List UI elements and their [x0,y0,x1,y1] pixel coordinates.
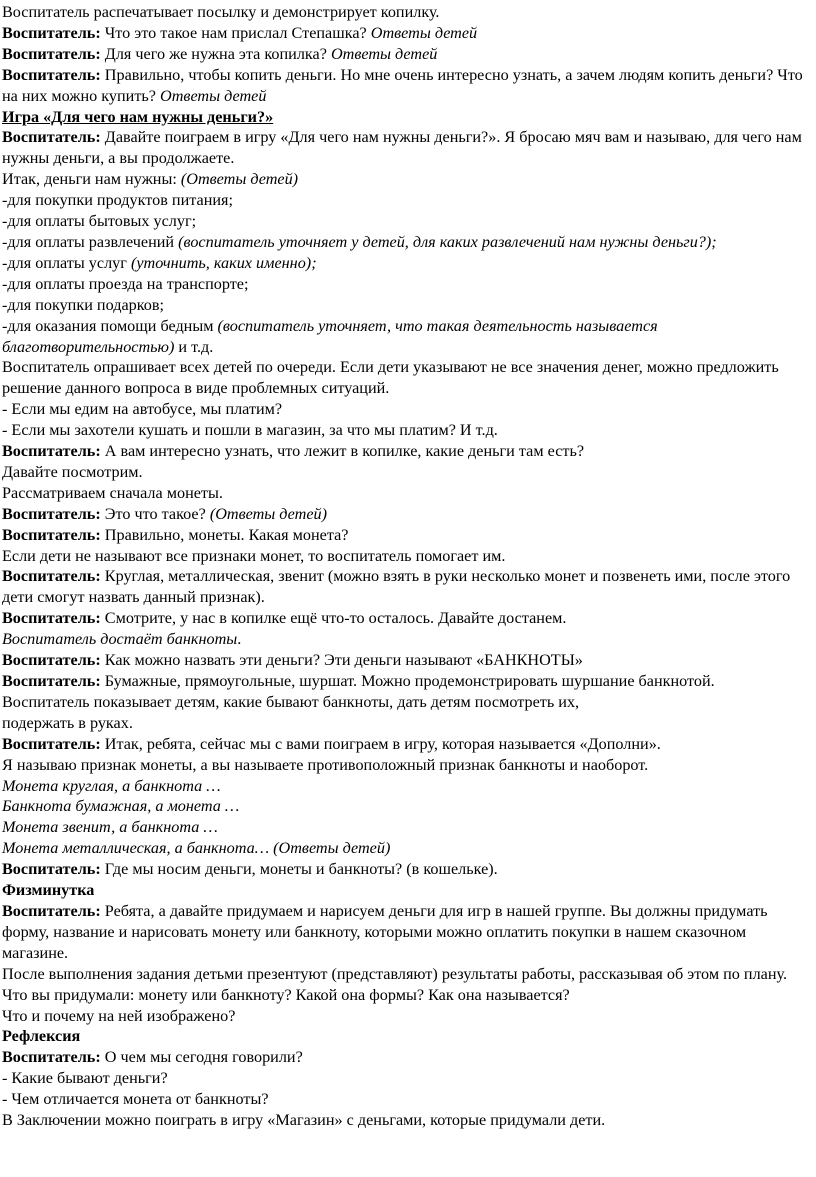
question-item: - Если мы едим на автобусе, мы платим? [2,400,283,419]
paragraph-text: О чем мы сегодня говорили? [100,1048,303,1067]
paragraph [2,504,808,525]
list-item-note: (воспитатель уточняет, что такая деятельность называется благотворительностью) [2,316,658,356]
paragraph: Я называю признак монеты, а вы называете противоположный признак банкноты и наоборот. [2,755,649,774]
list-item-note: (уточнить, каких именно); [130,253,317,272]
list-item: -для оплаты проезда на транспорте; [2,274,249,293]
paragraph [2,23,808,44]
paragraph-text: Воспитатель распечатывает посылку и демонстрирует копилку. [2,3,440,21]
paragraph-text: Бумажные, прямоугольные, шуршат. Можно продемонстрировать шуршание банкнотой. [100,672,715,690]
speaker-label: Воспитатель: [2,609,101,628]
paragraph-tail: . [237,630,242,649]
speaker-label: Воспитатель: [2,651,101,670]
list-item [2,232,808,253]
paragraph [2,629,808,650]
speaker-label: Воспитатель: [2,1048,101,1067]
example-item: Монета металлическая, а банкнота… (Ответы детей) [2,839,391,858]
paragraph-text: Правильно, чтобы копить деньги. Но мне очень интересно узнать, а зачем людям копить деньги? Что на них можно купить? [2,65,803,105]
paragraph-text: Круглая, металлическая, звенит (можно взять в руки несколько монет и позвенеть ими, после этого дети смогут назвать данный признак). [2,567,791,607]
question-item: - Какие бывают деньги? [2,1069,168,1088]
paragraph [2,1047,808,1068]
paragraph-text: Как можно назвать эти деньги? Эти деньги называют «БАНКНОТЫ» [100,651,583,670]
speaker-label: Воспитатель: [2,504,101,523]
example-item: Банкнота бумажная, а монета … [2,797,240,816]
speaker-label: Воспитатель: [2,525,101,544]
paragraph-text: Правильно, монеты. Какая монета? [100,525,349,544]
paragraph-text: Что это такое нам прислал Степашка? [100,23,371,42]
paragraph: Рассматриваем сначала монеты. [2,483,223,502]
question-item: - Если мы захотели кушать и пошли в магазин, за что мы платим? И т.д. [2,421,498,440]
paragraph [2,671,808,692]
paragraph-text: Смотрите, у нас в копилке ещё что-то осталось. Давайте достанем. [100,609,567,628]
paragraph: Воспитатель показывает детям, какие бывают банкноты, дать детям посмотреть их, [2,692,580,711]
list-item: -для покупки подарков; [2,295,165,314]
list-item-text: -для оплаты развлечений [2,232,179,251]
speaker-label: Воспитатель: [2,442,101,461]
paragraph-note: Ответы детей [370,23,478,42]
list-item: -для покупки продуктов питания; [2,191,233,210]
question-item: - Чем отличается монета от банкноты? [2,1090,269,1109]
speaker-label: Воспитатель: [2,734,101,753]
speaker-label: Воспитатель: [2,567,101,586]
paragraph-note: Воспитатель достаёт банкноты [2,630,238,649]
list-item-text: -для оказания помощи бедным [2,316,218,335]
list-item-text: -для оплаты услуг [2,253,131,272]
speaker-label: Воспитатель: [2,901,101,920]
speaker-label: Воспитатель: [2,672,101,690]
paragraph-text: Для чего же нужна эта копилка? [100,44,331,63]
list-item-tail: и т.д. [174,337,214,356]
list-item [2,316,808,358]
paragraph-note: (Ответы детей) [180,170,299,189]
paragraph [2,859,808,880]
paragraph [2,525,808,546]
paragraph [2,650,808,671]
paragraph [2,734,808,755]
paragraph-note: (Ответы детей) [209,504,328,523]
paragraph [2,65,808,107]
paragraph [2,127,808,169]
paragraph-note: Ответы детей [160,86,267,105]
paragraph [2,566,808,608]
paragraph: После выполнения задания детьми презентуют (представляют) результаты работы, рассказывая об этом по плану. [2,964,788,983]
list-item: -для оплаты бытовых услуг; [2,212,197,231]
paragraph-text: Итак, ребята, сейчас мы с вами поиграем в игру, которая называется «Дополни». [100,734,661,753]
paragraph: Что вы придумали: монету или банкноту? Какой она формы? Как она называется? [2,985,570,1004]
section-heading: Физминутка [2,881,95,900]
paragraph-text: Ребята, а давайте придумаем и нарисуем деньги для игр в нашей группе. Вы должны придумать форму, название и нарисовать монету или банкноту, которыми можно оплатить покупки в нашем сказочном магазине. [2,901,768,962]
speaker-label: Воспитатель: [2,128,101,147]
example-item: Монета звенит, а банкнота … [2,818,218,837]
speaker-label: Воспитатель: [2,65,101,84]
speaker-label: Воспитатель: [2,860,101,879]
paragraph-text: Итак, деньги нам нужны: [2,170,181,189]
paragraph [2,169,808,190]
paragraph [2,2,808,23]
list-item [2,253,808,274]
paragraph [2,44,808,65]
paragraph-text: Где мы носим деньги, монеты и банкноты? (в кошельке). [100,860,498,879]
paragraph: Что и почему на ней изображено? [2,1006,236,1025]
paragraph: В Заключении можно поиграть в игру «Магазин» с деньгами, которые придумали дети. [2,1111,606,1130]
speaker-label: Воспитатель: [2,23,101,42]
paragraph [2,441,808,462]
list-item-note: (воспитатель уточняет у детей, для каких развлечений нам нужны деньги?); [178,232,717,251]
paragraph: Если дети не называют все признаки монет, то воспитатель помогает им. [2,546,506,565]
paragraph-text: А вам интересно узнать, что лежит в копилке, какие деньги там есть? [100,442,585,461]
paragraph-note: Ответы детей [330,44,438,63]
paragraph: Воспитатель опрашивает всех детей по очереди. Если дети указывают не все значения денег, можно предложить решение данного вопроса в виде проблемных ситуаций. [2,358,779,398]
paragraph: подержать в руках. [2,713,133,732]
example-item: Монета круглая, а банкнота … [2,776,221,795]
speaker-label: Воспитатель: [2,44,101,63]
paragraph-text: Давайте поиграем в игру «Для чего нам нужны деньги?». Я бросаю мяч вам и называю, для чего нам нужны деньги, а вы продолжаете. [2,128,802,168]
section-heading: Игра «Для чего нам нужны деньги?» [2,107,274,126]
paragraph [2,901,808,964]
paragraph [2,608,808,629]
paragraph: Давайте посмотрим. [2,462,143,481]
paragraph-text: Это что такое? [100,504,210,523]
section-heading: Рефлексия [2,1027,81,1046]
